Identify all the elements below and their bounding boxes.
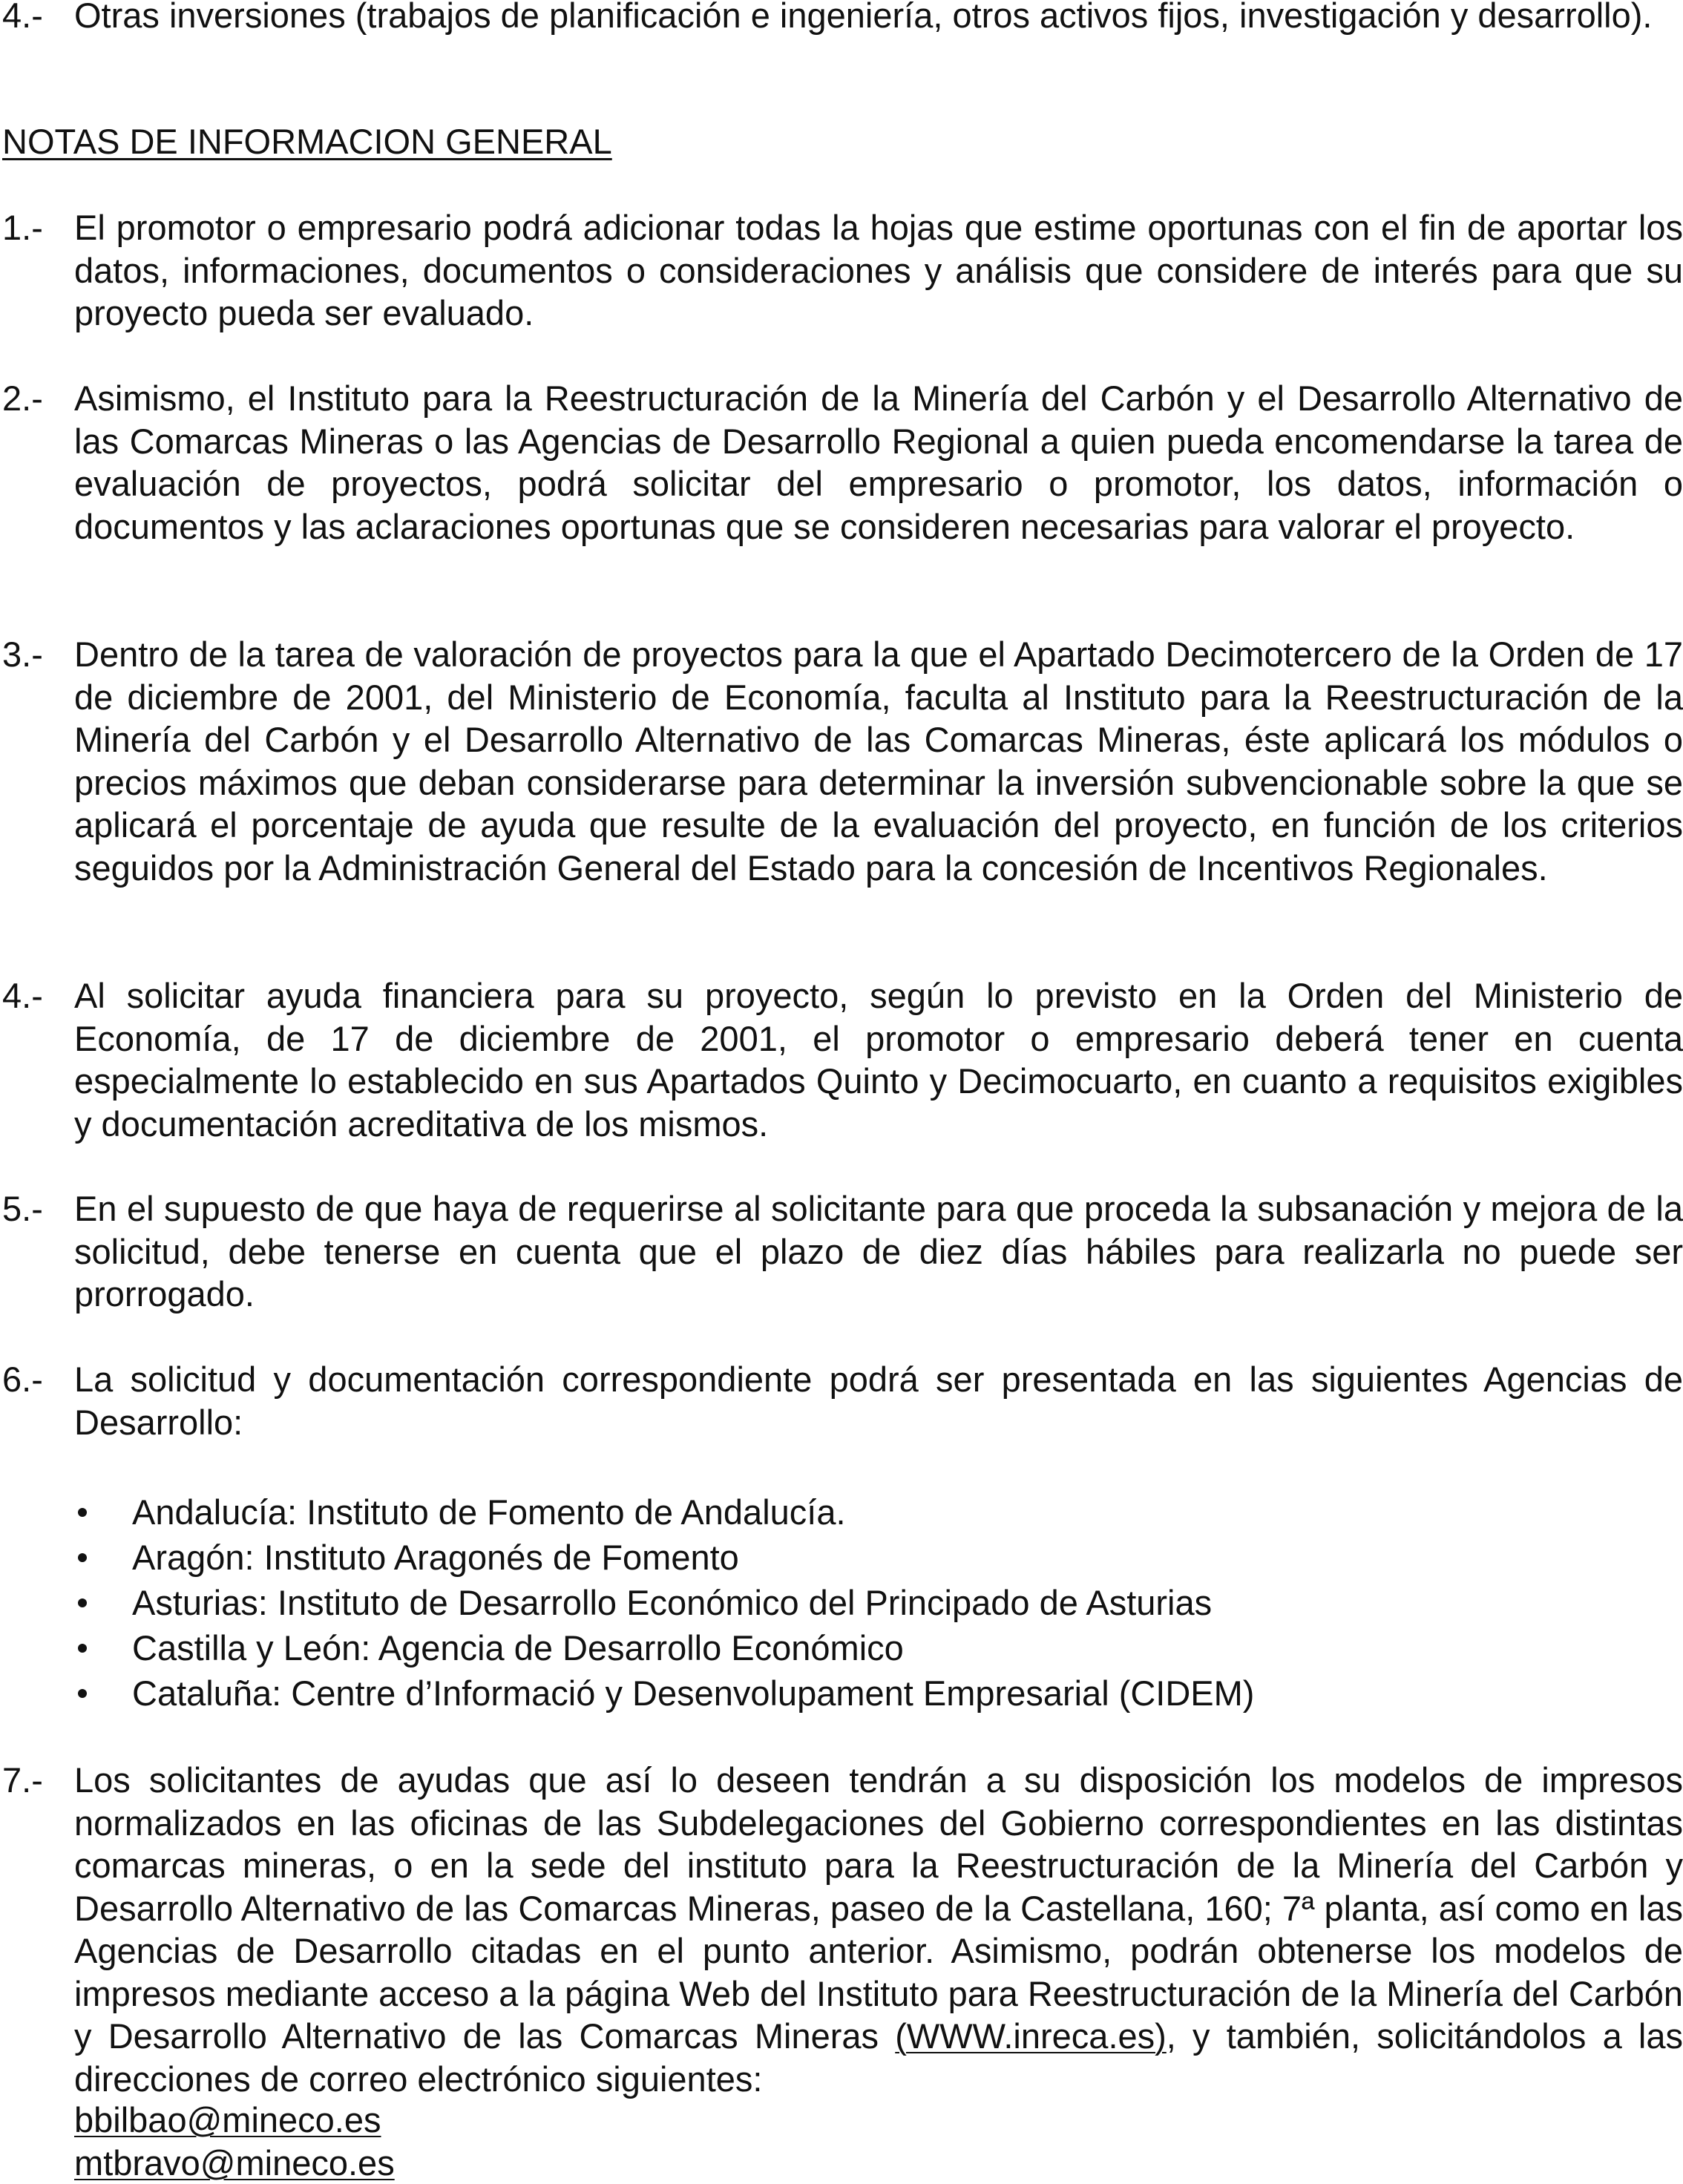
note-text: El promotor o empresario podrá adicionar todas la hojas que estime oportunas con el fin de aportar los datos, informaciones, documentos o consideraciones y análisis que considere de interés para que su proyecto pueda ser evaluado. [74, 208, 1683, 332]
note-4 [0, 974, 1683, 1145]
item-text: Otras inversiones (trabajos de planificación e ingeniería, otros activos fijos, investigación y desarrollo). [74, 0, 1653, 35]
bullet-icon [78, 1598, 87, 1607]
bullet-icon [78, 1689, 87, 1698]
email-link-1[interactable]: bbilbao@mineco.es [74, 2100, 381, 2139]
note-text: Al solicitar ayuda financiera para su proyecto, según lo previsto en la Orden del Ministerio de Economía, de 17 de diciembre de 2001, el promotor o empresario deberá tener en cuenta especialmente lo establecido en sus Apartados Quinto y Decimocuarto, en cuanto a requisitos exigibles y documentación acreditativa de los mismos. [74, 976, 1683, 1144]
note-1 [0, 206, 1683, 335]
note-text: Asimismo, el Instituto para la Reestructuración de la Minería del Carbón y el Desarrollo Alternativo de las Comarcas Mineras o las Agencias de Desarrollo Regional a quien pueda encomendarse la tarea de evaluación de proyectos, podrá solicitar del empresario o promotor, los datos, información o documentos y las aclaraciones oportunas que se consideren necesarias para valorar el proyecto. [74, 378, 1683, 546]
agency-text: Aragón: Instituto Aragonés de Fomento [132, 1538, 739, 1577]
note-text-part: Los solicitantes de ayudas que así lo deseen tendrán a su disposición los modelos de impresos normalizados en las oficinas de las Subdelegaciones del Gobierno correspondientes en las distintas comarcas mineras, o en la sede del instituto para la Reestructuración de la Minería del Carbón y Desarrollo Alternativo de las Comarcas Mineras, paseo de la Castellana, 160; 7ª planta, así como en las Agencias de Desarrollo citadas en el punto anterior. Asimismo, podrán obtenerse los modelos de impresos mediante acceso a la página Web del Instituto para Reestructuración de la Minería del Carbón y Desarrollo Alternativo de las Comarcas Mineras [74, 1760, 1683, 2056]
note-text: En el supuesto de que haya de requerirse al solicitante para que proceda la subsanación y mejora de la solicitud, debe tenerse en cuenta que el plazo de diez días hábiles para realizarla no puede ser prorrogado. [74, 1189, 1683, 1314]
section-heading: NOTAS DE INFORMACION GENERAL [2, 122, 612, 161]
agencies-list [0, 1489, 1254, 1716]
note-3 [0, 633, 1683, 889]
agency-text: Castilla y León: Agencia de Desarrollo Económico [132, 1628, 904, 1667]
email-link-2[interactable]: mtbravo@mineco.es [74, 2143, 395, 2183]
list-item [0, 1580, 1254, 1625]
note-2 [0, 377, 1683, 548]
item-number: 4.- [2, 0, 43, 35]
agency-text: Asturias: Instituto de Desarrollo Económico del Principado de Asturias [132, 1583, 1213, 1622]
note-7 [0, 1759, 1683, 2100]
investment-item-4 [0, 0, 1683, 37]
agency-text: Andalucía: Instituto de Fomento de Andalucía. [132, 1492, 846, 1532]
note-number: 3.- [2, 634, 43, 674]
bullet-icon [78, 1508, 87, 1517]
note-text-part: , y también, solicitándolos a las direcciones de correo electrónico siguientes: [74, 2016, 1683, 2099]
note-number: 2.- [2, 378, 43, 418]
note-number: 4.- [2, 976, 43, 1015]
note-number: 1.- [2, 208, 43, 247]
note-5 [0, 1187, 1683, 1316]
list-item [0, 1670, 1254, 1716]
note-number: 6.- [2, 1360, 43, 1399]
note-number: 5.- [2, 1189, 43, 1228]
note-text: Dentro de la tarea de valoración de proyectos para la que el Apartado Decimotercero de la Orden de 17 de diciembre de 2001, del Ministerio de Economía, faculta al Instituto para la Reestructuración de la Minería del Carbón y el Desarrollo Alternativo de las Comarcas Mineras, éste aplicará los módulos o precios máximos que deban considerarse para determinar la inversión subvencionable sobre la que se aplicará el porcentaje de ayuda que resulte de la evaluación del proyecto, en función de los criterios seguidos por la Administración General del Estado para la concesión de Incentivos Regionales. [74, 634, 1683, 888]
note-6 [0, 1358, 1683, 1443]
list-item [0, 1535, 1254, 1580]
website-link[interactable]: (WWW.inreca.es) [895, 2016, 1167, 2056]
note-number: 7.- [2, 1760, 43, 1800]
agency-text: Cataluña: Centre d’Informació y Desenvolupament Empresarial (CIDEM) [132, 1673, 1255, 1713]
list-item [0, 1489, 1254, 1535]
note-text: La solicitud y documentación correspondiente podrá ser presentada en las siguientes Agencias de Desarrollo: [74, 1360, 1683, 1442]
list-item [0, 1625, 1254, 1670]
bullet-icon [78, 1553, 87, 1562]
note-text [74, 1759, 1683, 2100]
bullet-icon [78, 1644, 87, 1653]
